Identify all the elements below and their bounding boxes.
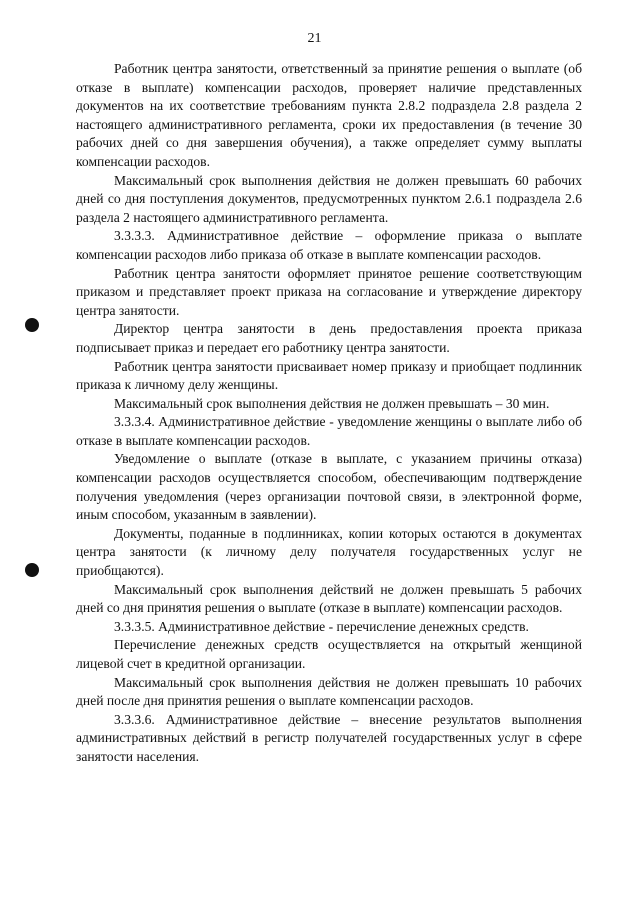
paragraph: Перечисление денежных средств осуществляется на открытый женщиной лицевой счет в кредитной организации. bbox=[76, 637, 582, 671]
paragraph: 3.3.3.6. Административное действие – внесение результатов выполнения административных действий в регистр получателей государственных услуг в сфере занятости населения. bbox=[76, 711, 582, 764]
paragraph: Уведомление о выплате (отказе в выплате, с указанием причины отказа) компенсации расходов осуществляется способом, обеспечивающим подтверждение получения уведомления (через организации почтовой связи, в электронной форме, иным способом, указанным в заявлении). bbox=[76, 451, 582, 523]
punch-hole-mark bbox=[25, 563, 39, 577]
paragraph: Работник центра занятости присваивает номер приказу и приобщает подлинник приказа к личному делу женщины. bbox=[76, 358, 582, 393]
paragraph: Работник центра занятости оформляет принятое решение соответствующим приказом и представляет проект приказа на согласование и утверждение директору центра занятости. bbox=[76, 265, 582, 318]
paragraph: Документы, поданные в подлинниках, копии которых остаются в документах центра занятости (к личному делу получателя государственных услуг не приобщаются). bbox=[76, 525, 582, 579]
paragraph: Максимальный срок выполнения действия не должен превышать – 30 мин. bbox=[114, 395, 550, 411]
paragraph: Работник центра занятости, ответственный за принятие решения о выплате (об отказе в выплате) компенсации расходов, проверяет наличие представленных документов на их соответствие требованиям пункта 2.8.2 подраздела 2.8 раздела 2 настоящего административного регламента, сроки их предоставления (в течение 30 рабочих дней со дня завершения обучения), а также определяет сумму выплаты компенсации расходов. bbox=[76, 61, 582, 169]
paragraph: Максимальный срок выполнения действия не должен превышать 60 рабочих дней со дня поступления документов, предусмотренных пунктом 2.6.1 подраздела 2.6 раздела 2 настоящего административного регламента. bbox=[76, 172, 582, 225]
page-number: 21 bbox=[307, 31, 322, 46]
paragraph: Максимальный срок выполнения действия не должен превышать 10 рабочих дней после дня принятия решения о выплате компенсации расходов. bbox=[76, 674, 582, 709]
paragraph: 3.3.3.5. Административное действие - перечисление денежных средств. bbox=[114, 618, 529, 634]
paragraph: 3.3.3.4. Административное действие - уведомление женщины о выплате либо об отказе в выплате компенсации расходов. bbox=[76, 414, 582, 448]
punch-hole-mark bbox=[25, 318, 39, 332]
paragraph: 3.3.3.3. Административное действие – оформление приказа о выплате компенсации расходов либо приказа об отказе в выплате компенсации расходов. bbox=[76, 228, 582, 262]
paragraph: Максимальный срок выполнения действий не должен превышать 5 рабочих дней со дня принятия решения о выплате (отказе в выплате) компенсации расходов. bbox=[76, 581, 582, 616]
paragraph: Директор центра занятости в день предоставления проекта приказа подписывает приказ и передает его работнику центра занятости. bbox=[76, 321, 582, 355]
document-body bbox=[76, 60, 582, 767]
